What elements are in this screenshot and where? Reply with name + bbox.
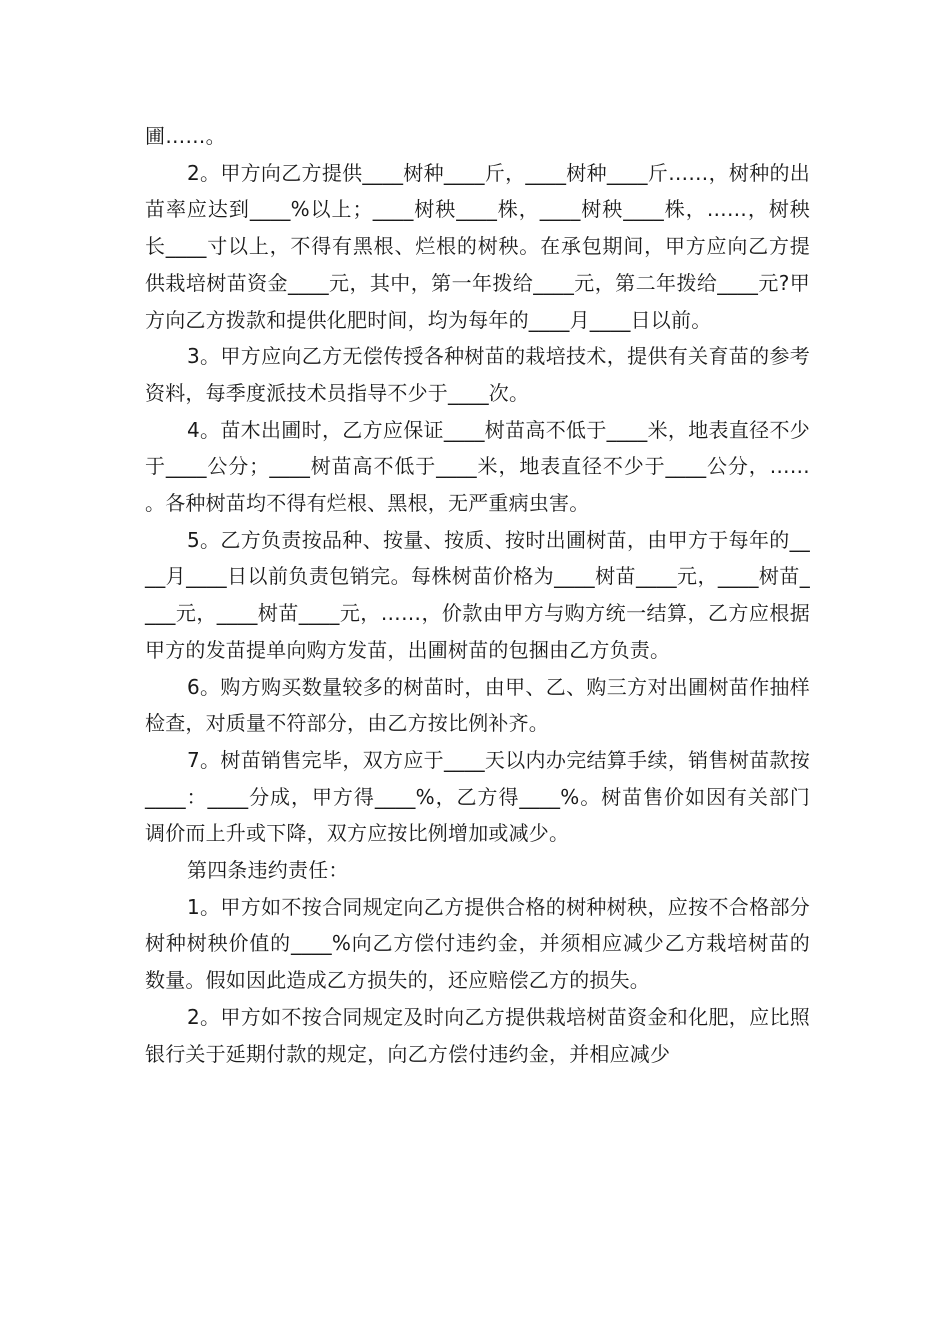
- paragraph-continuation: 圃……。: [145, 124, 226, 148]
- paragraph-clause-3: 3。甲方应向乙方无偿传授各种树苗的栽培技术，提供有关育苗的参考资料，每季度派技术员指导不少于____次。: [145, 344, 810, 405]
- paragraph-liability-2: 2。甲方如不按合同规定及时向乙方提供栽培树苗资金和化肥，应比照银行关于延期付款的规定，向乙方偿付违约金，并相应减少: [145, 1004, 810, 1066]
- paragraph-clause-7: 7。树苗销售完毕，双方应于____天以内办完结算手续，销售树苗款按____：____分成，甲方得____%，乙方得____%。树苗售价如因有关部门调价而上升或下降，双方应按比例增加或减少。: [145, 747, 810, 846]
- paragraph-clause-4: 4。苗木出圃时，乙方应保证____树苗高不低于____米，地表直径不少于____公分；____树苗高不低于____米，地表直径不少于____公分，……。各种树苗均不得有烂根、黑根，无严重病虫害。: [145, 417, 810, 516]
- paragraph-liability-1: 1。甲方如不按合同规定向乙方提供合格的树种树秧，应按不合格部分树种树秧价值的____%向乙方偿付违约金，并须相应减少乙方栽培树苗的数量。假如因此造成乙方损失的，还应赔偿乙方的损失。: [145, 894, 810, 993]
- paragraph-clause-2: 2。甲方向乙方提供____树种____斤，____树种____斤……，树种的出苗率应达到____%以上；____树秧____株，____树秧____株，……，树秧长____寸以上，不得有黑根、烂根的树秧。在承包期间，甲方应向乙方提供栽培树苗资金____元，其中，第一年拨给____元，第二年拨给____元?甲方向乙方拨款和提供化肥时间，均为每年的____月____日以前。: [145, 160, 810, 332]
- paragraph-clause-5: 5。乙方负责按品种、按量、按质、按时出圃树苗，由甲方于每年的____月____日以前负责包销完。每株树苗价格为____树苗____元，____树苗____元，____树苗____元，……，价款由甲方与购方统一结算，乙方应根据甲方的发苗提单向购方发苗，出圃树苗的包捆由乙方负责。: [145, 527, 810, 662]
- section-heading-article-4: 第四条违约责任：: [187, 858, 349, 883]
- paragraph-clause-6: 6。购方购买数量较多的树苗时，由甲、乙、购三方对出圃树苗作抽样检查，对质量不符部分，由乙方按比例补齐。: [145, 674, 810, 736]
- document-body: [145, 118, 810, 1072]
